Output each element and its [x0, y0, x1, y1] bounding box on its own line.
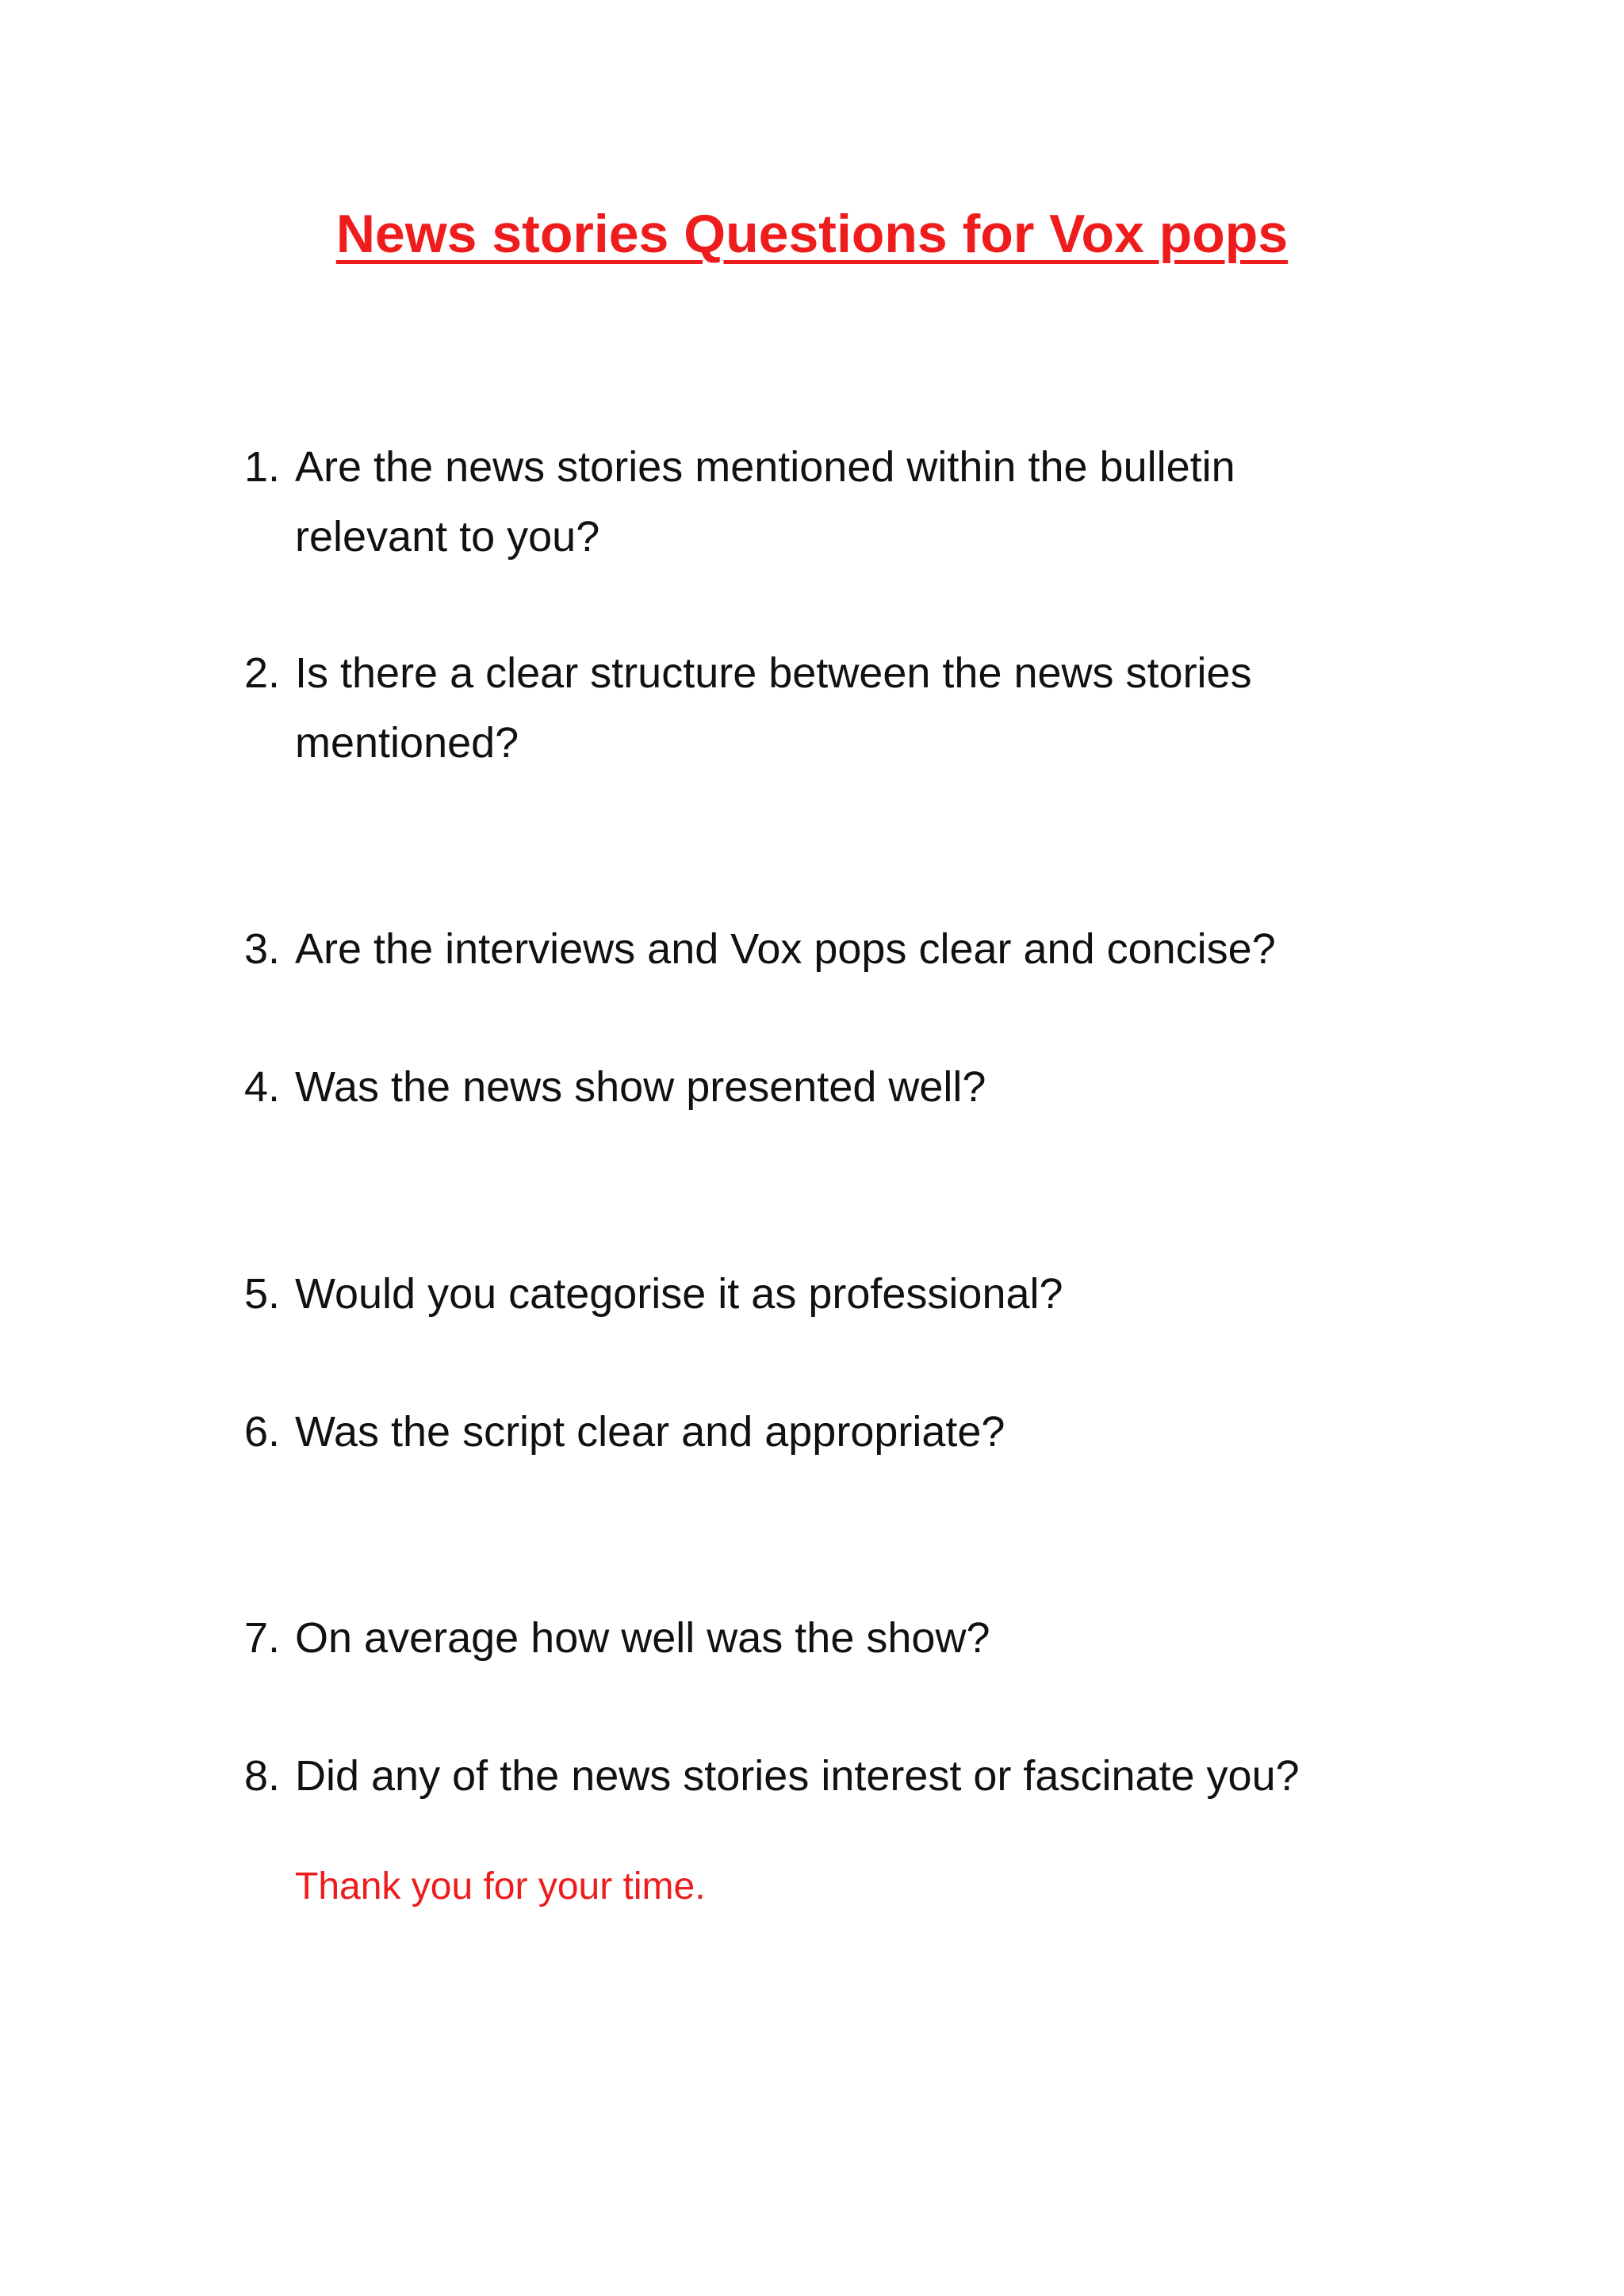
question-6: [244, 1397, 1394, 1467]
closing-note: Thank you for your time.: [295, 1866, 706, 1908]
question-number: 1.: [244, 443, 281, 491]
question-text: Is there a clear structure between the news stories mentioned?: [295, 649, 1252, 767]
question-4: [244, 1052, 1394, 1122]
question-2: [244, 638, 1394, 778]
question-number: 8.: [244, 1752, 281, 1800]
question-5: [244, 1259, 1394, 1329]
question-number: 6.: [244, 1408, 281, 1456]
question-text: Did any of the news stories interest or fascinate you?: [295, 1752, 1300, 1800]
question-text: Are the news stories mentioned within the bulletin relevant to you?: [295, 443, 1235, 561]
question-1: [244, 432, 1394, 572]
question-number: 2.: [244, 649, 281, 697]
question-text: On average how well was the show?: [295, 1614, 990, 1662]
question-number: 3.: [244, 925, 281, 973]
question-7: [244, 1603, 1394, 1673]
question-text: Was the script clear and appropriate?: [295, 1408, 1005, 1456]
document-title: News stories Questions for Vox pops: [335, 204, 1289, 264]
question-number: 7.: [244, 1614, 281, 1662]
question-number: 4.: [244, 1063, 281, 1111]
question-8: [244, 1741, 1394, 1811]
question-text: Are the interviews and Vox pops clear and concise?: [295, 925, 1276, 973]
question-text: Was the news show presented well?: [295, 1063, 986, 1111]
question-number: 5.: [244, 1270, 281, 1318]
question-3: [244, 914, 1394, 984]
question-text: Would you categorise it as professional?: [295, 1270, 1063, 1318]
